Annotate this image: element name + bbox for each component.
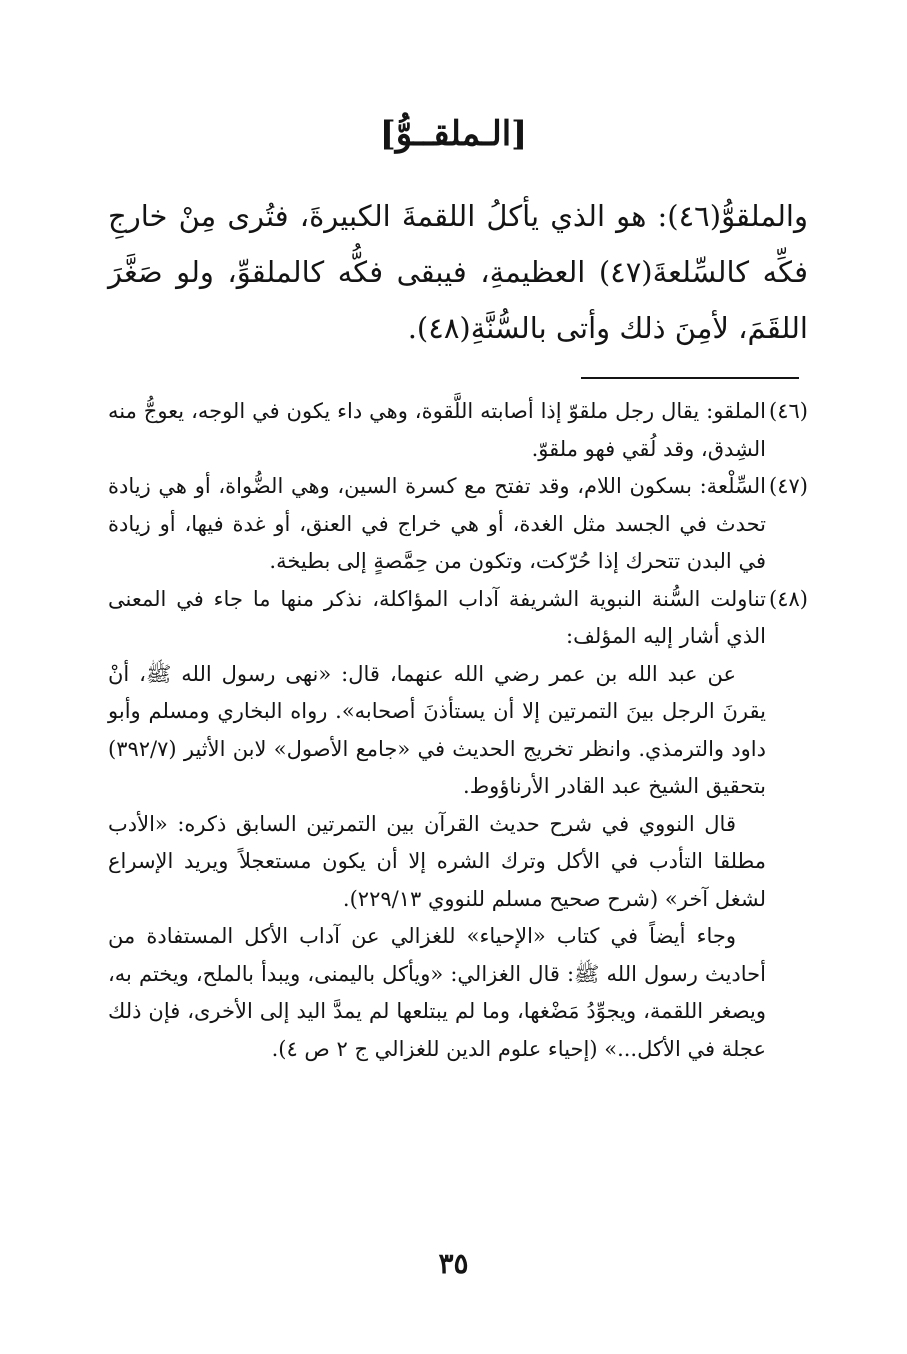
footnote-text: السِّلْعة: بسكون اللام، وقد تفتح مع كسرة السين، وهي الضُّواة، أو هي زيادة تحدث في الجسد مثل الغدة، أو هي خراج في العنق، أو غدة فيها، أو زيادة في البدن تتحرك إذا حُرّكت، وتكون من حِمَّصةٍ إلى بطيخة. (108, 474, 766, 573)
footnote-48 (108, 581, 808, 1069)
footnote-46 (108, 393, 808, 468)
footnote-paragraph: قال النووي في شرح حديث القرآن بين التمرتين السابق ذكره: «الأدب مطلقا التأدب في الأكل وترك الشره إلا أن يكون مستعجلاً ويريد الإسراع لشغل آخر» (شرح صحيح مسلم للنووي ٢٢٩/١٣). (108, 811, 766, 911)
footnote-text: الملقو: يقال رجل ملقوّ إذا أصابته اللَّقوة، وهي داء يكون في الوجه، يعوجُّ منه الشِدق، وقد لُقي فهو ملقوّ. (108, 399, 766, 461)
section-title: [الـملقــوُّ] (379, 114, 528, 154)
page-number: ٣٥ (438, 1247, 469, 1280)
footnote-text: تناولت السُّنة النبوية الشريفة آداب المؤاكلة، نذكر منها ما جاء في المعنى الذي أشار إليه المؤلف: (108, 586, 766, 648)
footnote-separator (581, 377, 799, 379)
main-paragraph: والملقوُّ(٤٦): هو الذي يأكلُ اللقمةَ الكبيرةَ، فتُرى مِنْ خارجِ فكِّه كالسِّلعةَ(٤٧) العظيمةِ، فيبقى فكُّه كالملقوِّ، ولو صَغَّرَ اللقَمَ، لأمِنَ ذلك وأتى بالسُّنَّةِ(٤٨). (108, 199, 808, 345)
footnote-paragraph: عن عبد الله بن عمر رضي الله عنهما، قال: «نهى رسول الله ﷺ، أنْ يقرنَ الرجل بينَ التمرتين إلا أن يستأذنَ أصحابه». رواه البخاري ومسلم وأبو داود والترمذي. وانظر تخريج الحديث في «جامع الأصول» لابن الأثير (٣٩٢/٧) بتحقيق الشيخ عبد القادر الأرناؤوط. (108, 661, 766, 798)
footnote-paragraph: وجاء أيضاً في كتاب «الإحياء» للغزالي عن آداب الأكل المستفادة من أحاديث رسول الله ﷺ: قال الغزالي: «ويأكل باليمنى، ويبدأ بالملح، ويختم به، ويصغر اللقمة، ويجوِّدُ مَضْغها، وما لم يبتلعها لم يمدَّ اليد إلى الأخرى، فإن ذلك عجلة في الأكل...» (إحياء علوم الدين للغزالي ج ٢ ص ٤). (108, 924, 766, 1061)
footnotes (108, 393, 808, 1068)
footnote-number: (٤٧) (769, 474, 808, 498)
footnote-number: (٤٨) (769, 586, 808, 611)
footnote-47 (108, 468, 808, 581)
footnote-number: (٤٦) (769, 399, 808, 423)
